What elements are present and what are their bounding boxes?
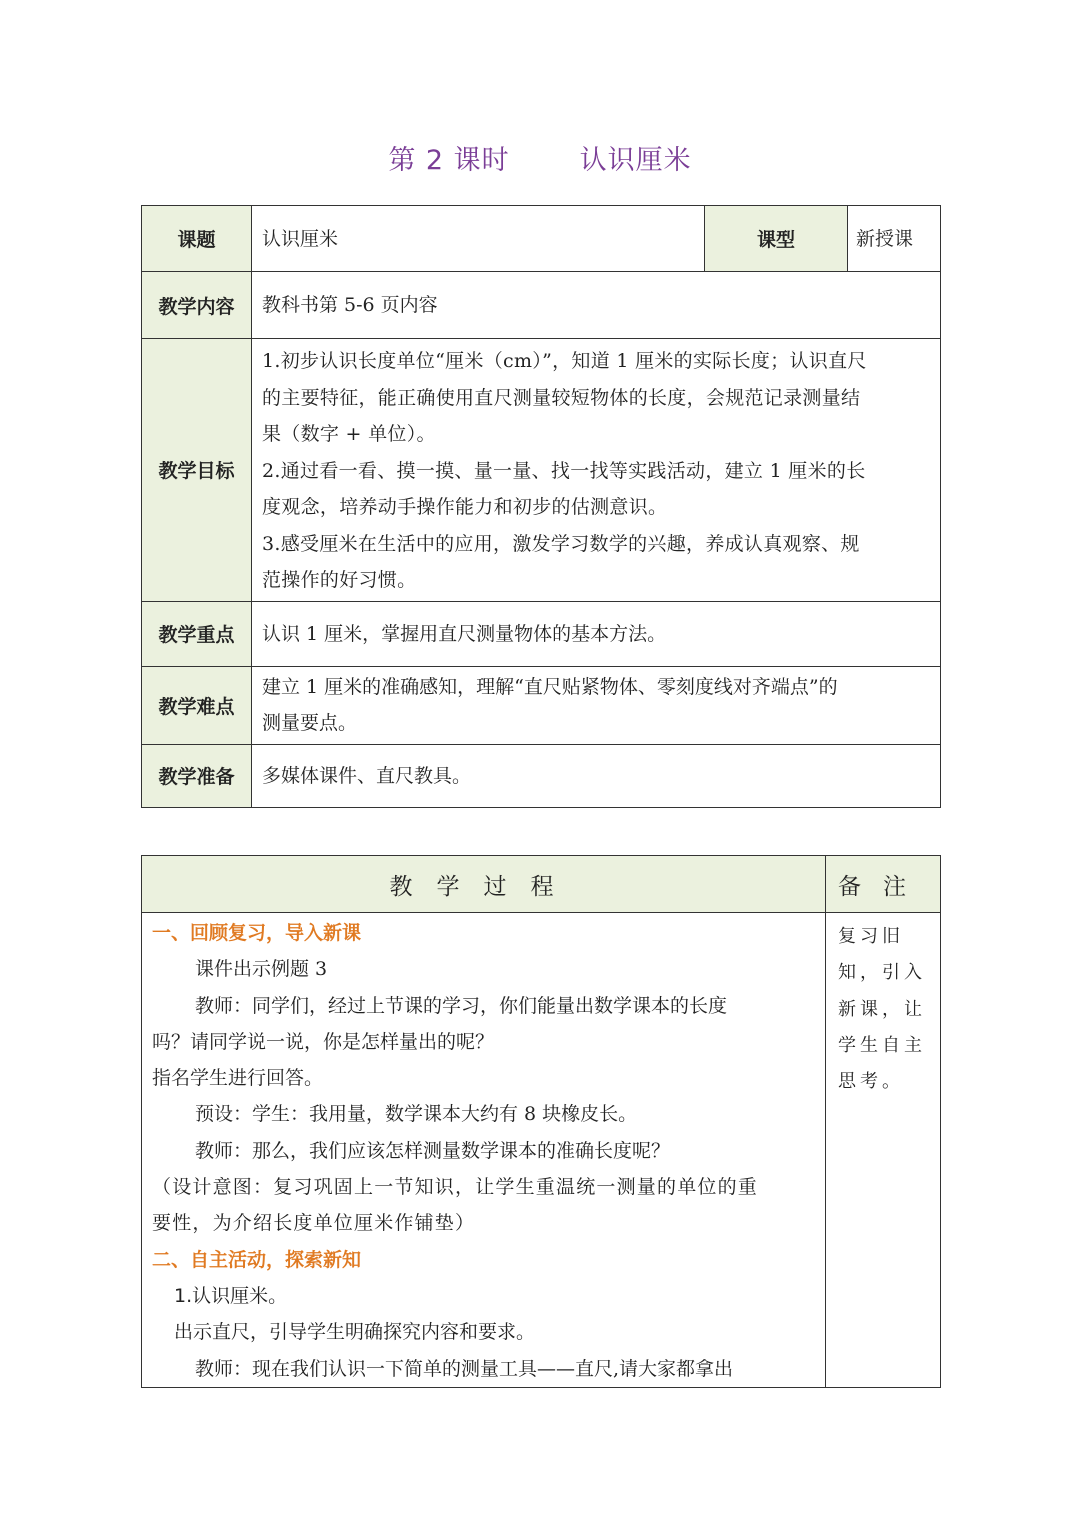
process-line: 教师：同学们，经过上节课的学习，你们能量出数学课本的长度 — [195, 994, 728, 1017]
process-line: 课件出示例题 3 — [195, 958, 328, 981]
design-intent-line: （设计意图：复习巩固上一节知识，让学生重温统一测量的单位的重 — [152, 1176, 759, 1199]
note-header: 备注 — [826, 856, 941, 913]
topic-value: 认识厘米 — [252, 206, 705, 272]
process-line: 吗？请同学说一说，你是怎样量出的呢？ — [152, 1030, 495, 1053]
section-heading: 一、回顾复习，导入新课 — [152, 922, 362, 944]
goal-line: 度观念，培养动手操作能力和初步的估测意识。 — [262, 496, 668, 518]
process-line: 预设：学生：我用量，数学课本大约有 8 块橡皮长。 — [195, 1103, 638, 1126]
process-header: 教学过程 — [142, 856, 826, 913]
goals-label: 教学目标 — [142, 339, 252, 602]
process-content — [142, 913, 826, 1388]
preparation-value: 多媒体课件、直尺教具。 — [252, 744, 941, 807]
note-line: 知，引入 — [838, 962, 926, 984]
lesson-number: 第 2 课时 — [388, 145, 510, 176]
lesson-name: 认识厘米 — [579, 145, 692, 176]
design-intent-line: 要性，为介绍长度单位厘米作铺垫） — [152, 1212, 476, 1235]
type-value: 新授课 — [848, 206, 941, 272]
difficulty-line: 测量要点。 — [262, 712, 358, 734]
process-line: 出示直尺，引导学生明确探究内容和要求。 — [174, 1321, 536, 1344]
difficulty-label: 教学难点 — [142, 666, 252, 744]
note-line: 新课，让 — [838, 998, 926, 1020]
topic-label: 课题 — [142, 206, 252, 272]
goal-line: 果（数字 + 单位）。 — [262, 423, 436, 445]
note-line: 学生自主 — [838, 1034, 926, 1056]
goals-text — [252, 339, 941, 602]
key-point-value: 认识 1 厘米，掌握用直尺测量物体的基本方法。 — [252, 601, 941, 666]
content-label: 教学内容 — [142, 272, 252, 339]
section-heading: 二、自主活动，探索新知 — [152, 1248, 362, 1271]
lesson-info-table — [141, 205, 941, 808]
content-value: 教科书第 5-6 页内容 — [252, 272, 941, 339]
note-line: 思考。 — [838, 1071, 904, 1093]
process-line: 教师：现在我们认识一下简单的测量工具——直尺,请大家都拿出 — [195, 1357, 734, 1380]
note-line: 复习旧 — [838, 926, 904, 947]
goal-line: 1.初步认识长度单位“厘米（cm）”，知道 1 厘米的实际长度；认识直尺 — [262, 350, 867, 372]
goal-line: 2.通过看一看、摸一摸、量一量、找一找等实践活动，建立 1 厘米的长 — [262, 459, 866, 482]
process-line: 指名学生进行回答。 — [152, 1067, 324, 1090]
goal-line: 3.感受厘米在生活中的应用，激发学习数学的兴趣，养成认真观察、规 — [262, 532, 860, 555]
note-content — [826, 913, 941, 1388]
preparation-label: 教学准备 — [142, 744, 252, 807]
type-label: 课型 — [705, 206, 848, 272]
goal-line: 的主要特征，能正确使用直尺测量较短物体的长度，会规范记录测量结 — [262, 386, 861, 409]
page-title — [0, 138, 1080, 177]
difficulty-value — [252, 666, 941, 744]
key-point-label: 教学重点 — [142, 601, 252, 666]
process-line: 教师：那么，我们应该怎样测量数学课本的准确长度呢？ — [195, 1139, 671, 1162]
subsection-heading: 1.认识厘米。 — [174, 1284, 288, 1307]
goal-line: 范操作的好习惯。 — [262, 569, 417, 591]
teaching-process-table — [141, 855, 941, 1388]
difficulty-line: 建立 1 厘米的准确感知，理解“直尺贴紧物体、零刻度线对齐端点”的 — [262, 676, 838, 698]
